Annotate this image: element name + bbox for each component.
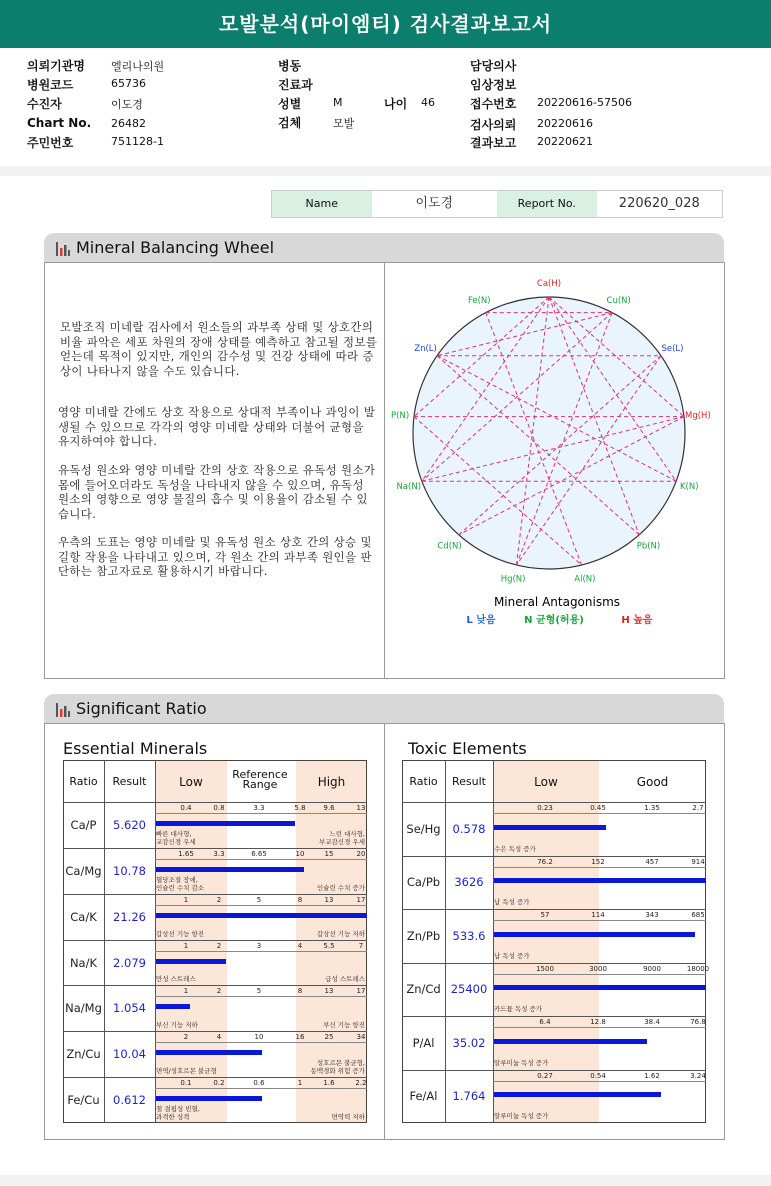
header-low: Low bbox=[179, 775, 203, 789]
high-note: 갑상선 기능 저하 bbox=[316, 929, 365, 938]
tick-label: 1.6 bbox=[323, 1079, 335, 1088]
ratio-name: Ca/P bbox=[70, 817, 97, 832]
bar-chart-icon bbox=[56, 703, 70, 717]
ratio-name: Na/Mg bbox=[65, 1001, 102, 1016]
tick-line bbox=[155, 813, 367, 814]
ratio-name: Fe/Cu bbox=[67, 1093, 100, 1108]
high-note: 인슐린 수치 증가 bbox=[316, 883, 365, 892]
tick-label: 13 bbox=[324, 895, 334, 904]
tick-label: 3.3 bbox=[213, 849, 225, 858]
wheel-circle bbox=[413, 297, 685, 569]
wheel-node-label: K(N) bbox=[679, 482, 699, 493]
tick-label: 0.23 bbox=[537, 804, 553, 812]
low-note: 혈당조절 장애, 인슐린 수치 감소 bbox=[156, 875, 205, 892]
tick-label: 5.5 bbox=[323, 941, 335, 950]
wheel-node-label: Fe(N) bbox=[467, 296, 491, 307]
ratio-result: 1.054 bbox=[113, 1001, 146, 1016]
tick-label: 17 bbox=[356, 895, 366, 904]
ratio-name: Ca/Pb bbox=[406, 875, 441, 890]
report-title: 모발분석(마이엠티) 검사결과보고서 bbox=[0, 0, 771, 48]
tick-label: 0.45 bbox=[590, 804, 606, 812]
low-note: 빠른 대사형, 교감신경 우세 bbox=[156, 829, 196, 846]
tick-label: 76.2 bbox=[537, 857, 553, 866]
wheel-node-label: Ca(H) bbox=[536, 279, 562, 289]
tick-label: 1 bbox=[183, 941, 189, 950]
ratio-bar bbox=[156, 959, 226, 964]
row-divider bbox=[63, 848, 367, 849]
header-high: High bbox=[317, 775, 346, 789]
ratio-name: Zn/Pb bbox=[406, 928, 441, 943]
wheel-caption: Mineral Antagonisms bbox=[493, 595, 621, 609]
wheel-node-label: Mg(H) bbox=[685, 410, 711, 421]
tick-label: 685 bbox=[691, 911, 705, 919]
tick-line bbox=[155, 951, 367, 952]
description-paragraph: 영양 미네랄 간에도 상호 작용으로 상대적 부족이나 과잉이 발생될 수 있으므로 각각의 영양 미네랄 상태와 더불어 균형을 유지하여야 합니다. bbox=[58, 405, 376, 449]
ratio-section-header bbox=[44, 694, 724, 724]
toxic-title: Toxic Elements bbox=[408, 739, 527, 758]
info-label: 임상정보 bbox=[470, 78, 517, 92]
tick-label: 8 bbox=[297, 895, 303, 904]
patient-info bbox=[0, 48, 771, 166]
info-label: 병원코드 bbox=[27, 78, 74, 92]
ratio-bar bbox=[156, 867, 304, 872]
ratio-result: 25400 bbox=[450, 982, 488, 997]
wheel-node-label: Na(N) bbox=[396, 482, 422, 493]
info-label: 담당의사 bbox=[470, 59, 517, 73]
row-divider bbox=[63, 940, 367, 941]
tick-label: 3.3 bbox=[253, 804, 265, 812]
tick-line bbox=[493, 920, 706, 921]
low-band bbox=[493, 761, 599, 1122]
ratio-bar bbox=[156, 1096, 262, 1101]
tick-label: 1 bbox=[183, 987, 189, 996]
tick-label: 16 bbox=[295, 1033, 305, 1042]
ratio-name: Ca/Mg bbox=[65, 863, 102, 878]
info-label: 성별 bbox=[278, 97, 302, 111]
ratio-result: 3626 bbox=[454, 875, 484, 890]
risk-note: 납 독성 증가 bbox=[494, 951, 530, 960]
info-label: 결과보고 bbox=[470, 136, 517, 150]
info-label: 검체 bbox=[278, 116, 302, 130]
ratio-section-title: Significant Ratio bbox=[76, 699, 207, 718]
tick-label: 1.35 bbox=[644, 804, 660, 812]
tick-line bbox=[493, 1027, 706, 1028]
ratio-bar bbox=[494, 985, 706, 990]
tick-label: 2 bbox=[216, 895, 222, 904]
risk-note: 알루미늄 독성 증가 bbox=[494, 1112, 549, 1120]
tick-label: 0.1 bbox=[180, 1079, 192, 1088]
high-note: 면역력 저하 bbox=[331, 1113, 365, 1121]
tick-label: 1.65 bbox=[178, 849, 194, 858]
row-divider bbox=[402, 909, 706, 910]
tick-line bbox=[155, 996, 367, 997]
high-note: 느린 대사형, 부교감신경 우세 bbox=[318, 829, 365, 846]
info-value: 751128-1 bbox=[111, 135, 164, 148]
info-value: 20220621 bbox=[537, 135, 593, 148]
ratio-result: 35.02 bbox=[452, 1035, 486, 1050]
ratio-result: 21.26 bbox=[113, 909, 146, 924]
wheel-node-label: Se(L) bbox=[661, 343, 684, 354]
tick-line bbox=[493, 867, 706, 868]
wheel-legend-item: H 높음 bbox=[621, 615, 653, 626]
ratio-bar bbox=[494, 878, 706, 883]
description-paragraph: 우측의 도표는 영양 미네랄 및 유독성 원소 상호 간의 상승 및 길항 작용을 나타내고 있으며, 각 원소 간의 과부족 원인을 판단하는 참고자료로 활용하시기 바랍니다. bbox=[58, 535, 372, 579]
tick-label: 1500 bbox=[536, 964, 554, 973]
tick-label: 15 bbox=[324, 849, 334, 858]
report-value: 220620_028 bbox=[597, 191, 722, 217]
tick-label: 2.2 bbox=[355, 1079, 367, 1088]
tick-label: 343 bbox=[645, 911, 659, 919]
row-divider bbox=[402, 963, 706, 964]
tick-label: 2 bbox=[216, 941, 222, 950]
low-note: 철 결핍성 빈혈, 과격한 성격 bbox=[156, 1105, 200, 1121]
name-bar bbox=[271, 190, 723, 218]
tick-label: 0.27 bbox=[537, 1071, 553, 1080]
row-divider bbox=[63, 985, 367, 986]
risk-note: 알루미늄 독성 증가 bbox=[494, 1058, 549, 1067]
tick-label: 5.8 bbox=[294, 804, 306, 812]
tick-label: 4 bbox=[216, 1033, 222, 1042]
tick-label: 0.2 bbox=[213, 1079, 225, 1088]
ratio-bar bbox=[494, 1092, 661, 1097]
tick-line bbox=[493, 813, 706, 814]
ratio-result: 1.764 bbox=[452, 1089, 486, 1104]
high-note: 부신 기능 항진 bbox=[323, 1021, 365, 1030]
tick-label: 7 bbox=[358, 941, 364, 950]
info-value: 20220616-57506 bbox=[537, 96, 632, 109]
ratio-name: Fe/Al bbox=[409, 1089, 438, 1104]
low-note: 만성 스트레스 bbox=[156, 975, 196, 984]
description-paragraph: 모발조직 미네랄 검사에서 원소들의 과부족 상태 및 상호간의 비율 파악은 세포 차원의 장애 상태를 예측하고 참고될 정보를 얻는데 목적이 있지만, 개인의 감수성 및 건강 상태에 따라 증상이 나타나지 않을 수도 있습니다. bbox=[60, 320, 378, 378]
ratio-result: 10.78 bbox=[113, 863, 146, 878]
tick-label: 10 bbox=[254, 1033, 264, 1042]
tick-label: 5 bbox=[256, 987, 262, 996]
row-divider bbox=[63, 1077, 367, 1078]
tick-line bbox=[155, 905, 367, 906]
ratio-result: 2.079 bbox=[113, 955, 146, 970]
ratio-result: 5.620 bbox=[113, 817, 146, 832]
ratio-bar bbox=[156, 1004, 190, 1009]
info-value: 모발 bbox=[333, 117, 355, 130]
tick-label: 13 bbox=[324, 987, 334, 996]
info-label: 나이 bbox=[384, 97, 408, 111]
wheel-node-label: Zn(L) bbox=[414, 343, 437, 354]
ratio-bar bbox=[156, 1050, 262, 1055]
ratio-bar bbox=[156, 821, 295, 826]
ratio-name: Ca/K bbox=[70, 909, 97, 924]
risk-note: 카드뮴 독성 증가 bbox=[494, 1005, 543, 1013]
tick-label: 457 bbox=[645, 857, 659, 866]
tick-label: 0.8 bbox=[213, 804, 225, 812]
tick-label: 1.62 bbox=[644, 1071, 660, 1080]
low-note: 갑상선 기능 항진 bbox=[156, 929, 205, 938]
info-value: 65736 bbox=[111, 77, 146, 90]
tick-label: 18000 bbox=[686, 964, 710, 973]
tick-label: 34 bbox=[356, 1033, 366, 1042]
ratio-result: 533.6 bbox=[452, 928, 486, 943]
ratio-name: Na/K bbox=[69, 955, 98, 970]
wheel-node-label: Hg(N) bbox=[500, 574, 526, 585]
row-divider bbox=[63, 894, 367, 895]
tick-label: 1 bbox=[183, 895, 189, 904]
tick-label: 8 bbox=[297, 987, 303, 996]
ratio-result: 0.578 bbox=[452, 821, 486, 836]
header-ratio: Ratio bbox=[69, 775, 98, 788]
info-label: Chart No. bbox=[27, 116, 92, 130]
row-divider bbox=[402, 856, 706, 857]
info-value: 26482 bbox=[111, 117, 146, 130]
low-note: 면역/성호르몬 불균형 bbox=[156, 1067, 217, 1076]
tick-label: 6.65 bbox=[251, 849, 267, 858]
tick-label: 57 bbox=[540, 911, 550, 919]
ratio-result: 10.04 bbox=[113, 1047, 146, 1062]
ratio-name: Zn/Cd bbox=[406, 982, 441, 997]
description-paragraph: 유독성 원소와 영양 미네랄 간의 상호 작용으로 유독성 원소가 몸에 들어오더라도 독성을 나타내지 않을 수 있으며, 유독성 원소의 영향으로 영양 물질의 흡수 및 이용율이 감소될 수 있습니다. bbox=[58, 463, 376, 521]
tick-line bbox=[155, 1042, 367, 1043]
row-divider bbox=[402, 1016, 706, 1017]
wheel-section-title: Mineral Balancing Wheel bbox=[76, 238, 275, 257]
tick-label: 6.4 bbox=[539, 1018, 551, 1026]
risk-note: 수은 독성 증가 bbox=[494, 844, 536, 853]
row-divider bbox=[63, 1031, 367, 1032]
info-value: 이도경 bbox=[111, 98, 143, 111]
col-divider bbox=[104, 760, 105, 1123]
tick-line bbox=[155, 859, 367, 860]
header-low: Low bbox=[534, 775, 558, 789]
tick-label: 3 bbox=[256, 941, 262, 950]
info-label: 의뢰기관명 bbox=[27, 59, 85, 73]
tick-label: 914 bbox=[691, 857, 705, 866]
ratio-bar bbox=[494, 825, 606, 830]
essential-title: Essential Minerals bbox=[63, 739, 208, 758]
wheel-node-label: Al(N) bbox=[574, 574, 596, 585]
info-value: M bbox=[333, 96, 343, 109]
header-result: Result bbox=[452, 775, 486, 788]
ratio-name: Se/Hg bbox=[406, 821, 441, 836]
wheel-node-label: P(N) bbox=[391, 410, 410, 421]
bar-chart-icon bbox=[56, 242, 70, 256]
tick-label: 5 bbox=[256, 895, 262, 904]
tick-label: 9000 bbox=[643, 964, 661, 973]
tick-label: 152 bbox=[591, 857, 605, 866]
low-note: 부신 기능 저하 bbox=[156, 1021, 198, 1030]
tick-label: 4 bbox=[297, 941, 303, 950]
wheel-legend-item: L 낮음 bbox=[466, 615, 496, 626]
high-note: 성호르몬 불균형, 동맥경화 위험 증가 bbox=[310, 1059, 365, 1076]
info-label: 검사의뢰 bbox=[470, 118, 517, 132]
wheel-legend-item: N 균형(허용) bbox=[524, 615, 584, 626]
tick-line bbox=[155, 1088, 367, 1089]
tick-label: 3000 bbox=[589, 964, 607, 973]
risk-note: 납 독성 증가 bbox=[494, 898, 530, 906]
report-label: Report No. bbox=[497, 191, 597, 217]
name-label: Name bbox=[272, 191, 372, 217]
row-divider bbox=[402, 1070, 706, 1071]
tick-label: 17 bbox=[356, 987, 366, 996]
wheel-node-label: Cu(N) bbox=[606, 296, 631, 307]
info-value: 엘리나의원 bbox=[111, 60, 165, 73]
info-label: 진료과 bbox=[278, 78, 313, 92]
ratio-name: P/Al bbox=[412, 1035, 435, 1050]
ratio-name: Zn/Cu bbox=[66, 1047, 101, 1062]
tick-label: 20 bbox=[356, 849, 366, 858]
info-label: 주민번호 bbox=[27, 136, 74, 150]
tick-label: 0.54 bbox=[590, 1071, 606, 1080]
tick-label: 0.4 bbox=[180, 804, 192, 812]
mineral-wheel bbox=[385, 262, 723, 678]
ratio-bar bbox=[494, 932, 695, 937]
tick-label: 9.6 bbox=[323, 804, 335, 812]
tick-label: 0.6 bbox=[253, 1079, 265, 1088]
info-label: 병동 bbox=[278, 59, 302, 73]
wheel-node-label: Cd(N) bbox=[437, 541, 462, 552]
info-label: 접수번호 bbox=[470, 97, 517, 111]
tick-label: 12.8 bbox=[590, 1018, 606, 1026]
tick-label: 114 bbox=[591, 911, 605, 919]
tick-label: 2 bbox=[216, 987, 222, 996]
tick-label: 10 bbox=[295, 849, 305, 858]
tick-line bbox=[493, 1081, 706, 1082]
header-reference: Reference Range bbox=[232, 768, 288, 791]
ratio-result: 0.612 bbox=[113, 1093, 146, 1108]
tick-label: 1 bbox=[297, 1079, 303, 1088]
wheel-section-header bbox=[44, 233, 724, 263]
header-good: Good bbox=[636, 775, 669, 789]
info-value: 20220616 bbox=[537, 117, 593, 130]
info-label: 수진자 bbox=[27, 97, 62, 111]
tick-label: 2.7 bbox=[692, 804, 704, 812]
info-value: 46 bbox=[421, 96, 435, 109]
header-divider bbox=[63, 802, 367, 803]
tick-label: 25 bbox=[324, 1033, 334, 1042]
tick-line bbox=[493, 974, 706, 975]
tick-label: 76.8 bbox=[690, 1018, 706, 1026]
tick-label: 13 bbox=[356, 804, 366, 812]
ratio-bar bbox=[156, 913, 367, 918]
name-value: 이도경 bbox=[372, 191, 497, 217]
header-divider bbox=[402, 802, 706, 803]
high-note: 급성 스트레스 bbox=[325, 975, 365, 984]
tick-label: 2 bbox=[183, 1033, 189, 1042]
tick-label: 3.24 bbox=[690, 1071, 706, 1080]
wheel-node-label: Pb(N) bbox=[636, 541, 661, 552]
ratio-bar bbox=[494, 1039, 647, 1044]
header-result: Result bbox=[112, 775, 147, 788]
tick-label: 38.4 bbox=[644, 1018, 660, 1026]
header-ratio: Ratio bbox=[409, 775, 438, 788]
